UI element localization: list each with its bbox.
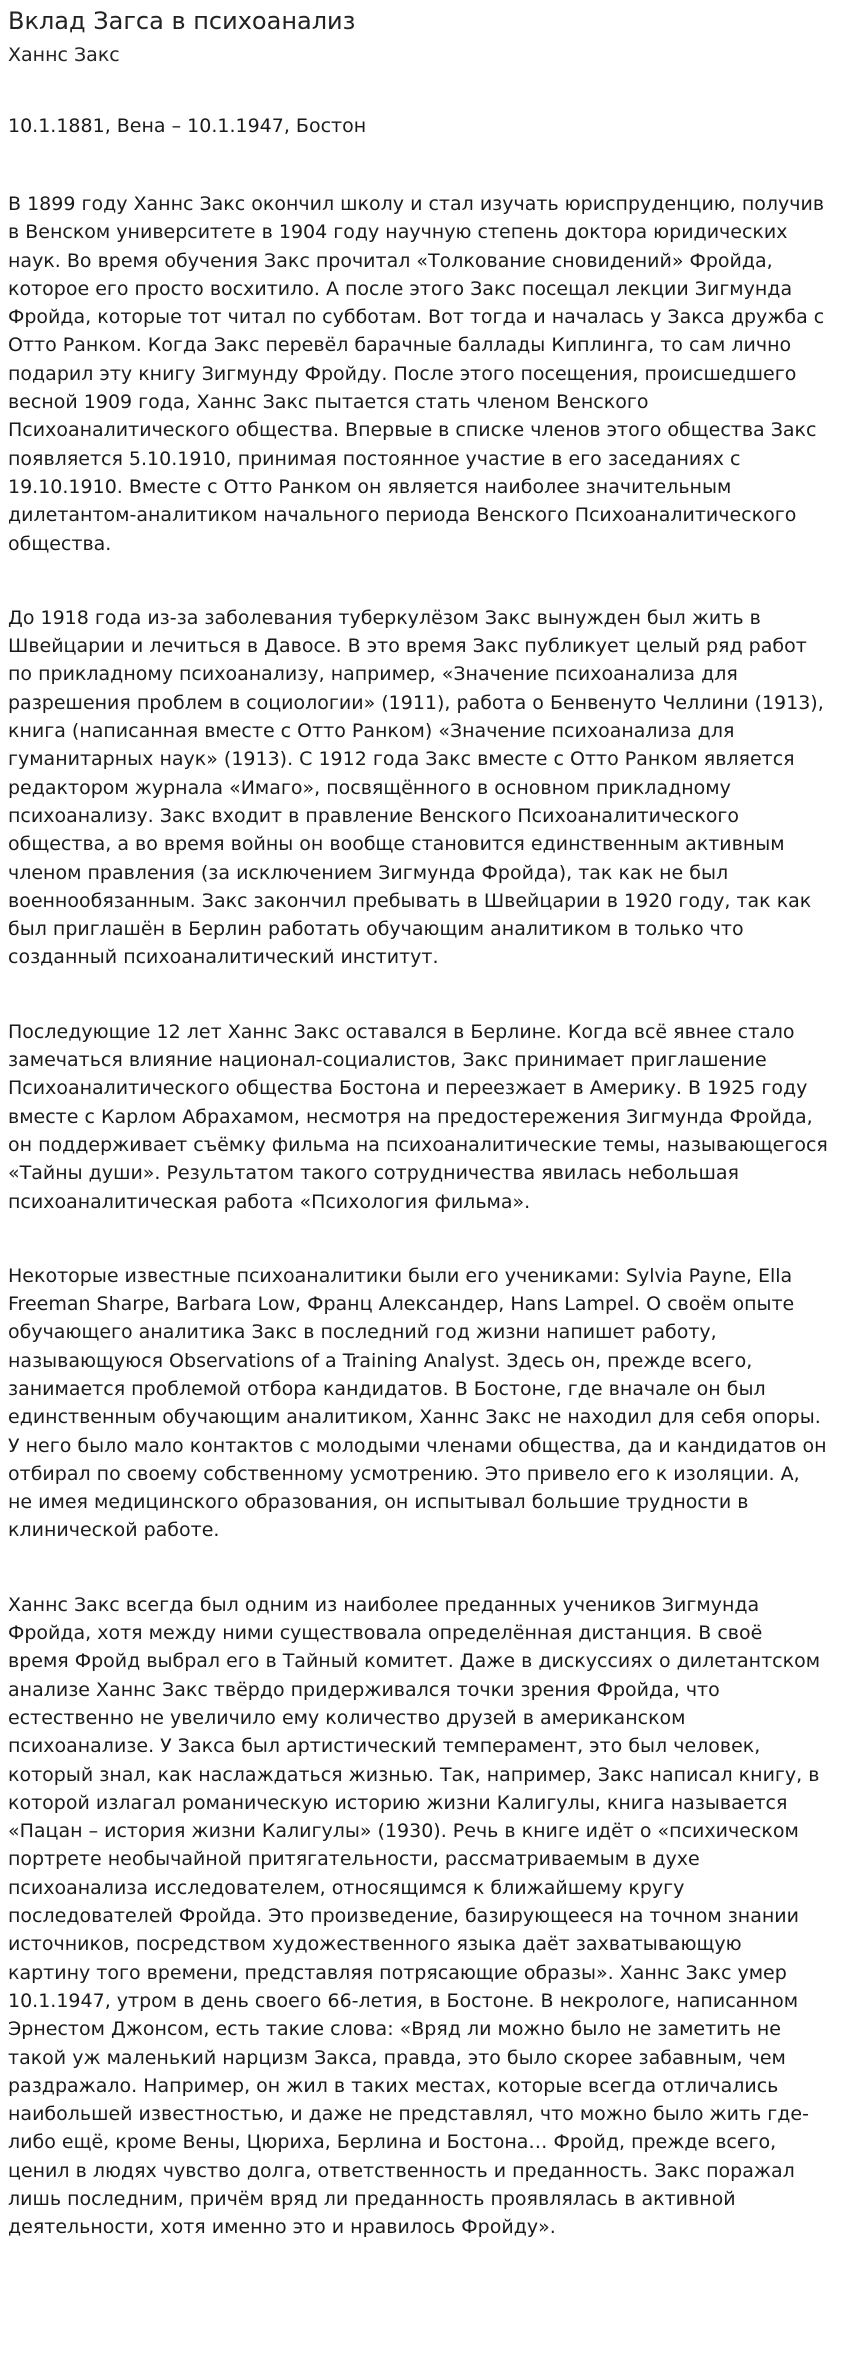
article	[0, 6, 847, 2242]
paragraph-berlin: Последующие 12 лет Ханнс Закс оставался в Берлине. Когда всё явнее стало замечаться влияние национал-социалистов, Закс принимает приглашение Психоаналитического общества Бостона и переезжает в Америку. В 1925 году вместе с Карлом Абрахамом, несмотря на предостережения Зигмунда Фройда, он поддерживает съёмку фильма на психоаналитические темы, называющегося «Тайны души». Результатом такого сотрудничества явилась небольшая психоаналитическая работа «Психология фильма».	[8, 1020, 828, 1213]
article-title: Вклад Загса в психоанализ	[8, 7, 356, 35]
paragraph-switzerland: До 1918 года из-за заболевания туберкулёзом Закс вынужден был жить в Швейцарии и лечиться в Давосе. В это время Закс публикует целый ряд работ по прикладному психоанализу, например, «Значение психоанализа для разрешения проблем в социологии» (1911), работа о Бенвенуто Челлини (1913), книга (написанная вместе с Отто Ранком) «Значение психоанализа для гуманитарных наук» (1913). С 1912 года Закс вместе с Отто Ранком является редактором журнала «Имаго», посвящённого в основном прикладному психоанализу. Закс входит в правление Венского Психоаналитического общества, а во время войны он вообще становится единственным активным членом правления (за исключением Зигмунда Фройда), так как не был военнообязанным. Закс закончил пребывать в Швейцарии в 1920 году, так как был приглашён в Берлин работать обучающим аналитиком в только что созданный психоаналитический институт.	[8, 606, 824, 969]
paragraph-students: Некоторые известные психоаналитики были его учениками: Sylvia Payne, Ella Freeman Sharpe, Barbara Low, Франц Александер, Hans Lampel. О своём опыте обучающего аналитика Закс в последний год жизни напишет работу, называющуюся Observations of a Training Analyst. Здесь он, прежде всего, занимается проблемой отбора кандидатов. В Бостоне, где вначале он был единственным обучающим аналитиком, Ханнс Закс не находил для себя опоры. У него было мало контактов с молодыми членами общества, да и кандидатов он отбирал по своему собственному усмотрению. Это привело его к изоляции. А, не имея медицинского образования, он испытывал большие трудности в клинической работе.	[8, 1264, 827, 1542]
paragraph-education: В 1899 году Ханнс Закс окончил школу и стал изучать юриспруденцию, получив в Венском университете в 1904 году научную степень доктора юридических наук. Во время обучения Закс прочитал «Толкование сновидений» Фройда, которое его просто восхитило. А после этого Закс посещал лекции Зигмунда Фройда, которые тот читал по субботам. Вот тогда и началась у Закса дружба с Отто Ранком. Когда Закс перевёл барачные баллады Киплинга, то сам лично подарил эту книгу Зигмунду Фройду. После этого посещения, происшедшего весной 1909 года, Ханнс Закс пытается стать членом Венского Психоаналитического общества. Впервые в списке членов этого общества Закс появляется 5.10.1910, принимая постоянное участие в его заседаниях с 19.10.1910. Вместе с Отто Ранком он является наиболее значительным дилетантом-аналитиком начального периода Венского Психоаналитического общества.	[8, 193, 825, 555]
article-author: Ханнс Закс	[8, 44, 120, 66]
paragraph-legacy: Ханнс Закс всегда был одним из наиболее преданных учеников Зигмунда Фройда, хотя между ними существовала определённая дистанция. В своё время Фройд выбрал его в Тайный комитет. Даже в дискуссиях о дилетантском анализе Ханнс Закс твёрдо придерживался точки зрения Фройда, что естественно не увеличило ему количество друзей в американском психоанализе. У Закса был артистический темперамент, это был человек, который знал, как наслаждаться жизнью. Так, например, Закс написал книгу, в которой излагал романическую историю жизни Калигулы, книга называется «Пацан – история жизни Калигулы» (1930). Речь в книге идёт о «психическом портрете необычайной притягательности, рассматриваемым в духе психоанализа исследователем, относящимся к ближайшему кругу последователей Фройда. Это произведение, базирующееся на точном знании источников, посредством художественного языка даёт захватывающую картину того времени, представляя потрясающие образы». Ханнс Закс умер 10.1.1947, утром в день своего 66-летия, в Бостоне. В некрологе, написанном Эрнестом Джонсом, есть такие слова: «Вряд ли можно было не заметить не такой уж маленький нарцизм Закса, правда, это было скорее забавным, чем раздражало. Например, он жил в таких местах, которые всегда отличались наибольшей известностью, и даже не представлял, что можно было жить где-либо ещё, кроме Вены, Цюриха, Берлина и Бостона… Фройд, прежде всего, ценил в людях чувство долга, ответственность и преданность. Закс поражал лишь последним, причём вряд ли преданность проявлялась в активной деятельности, хотя именно это и нравилось Фройду».	[8, 1593, 821, 2239]
life-dates: 10.1.1881, Вена – 10.1.1947, Бостон	[8, 115, 367, 137]
